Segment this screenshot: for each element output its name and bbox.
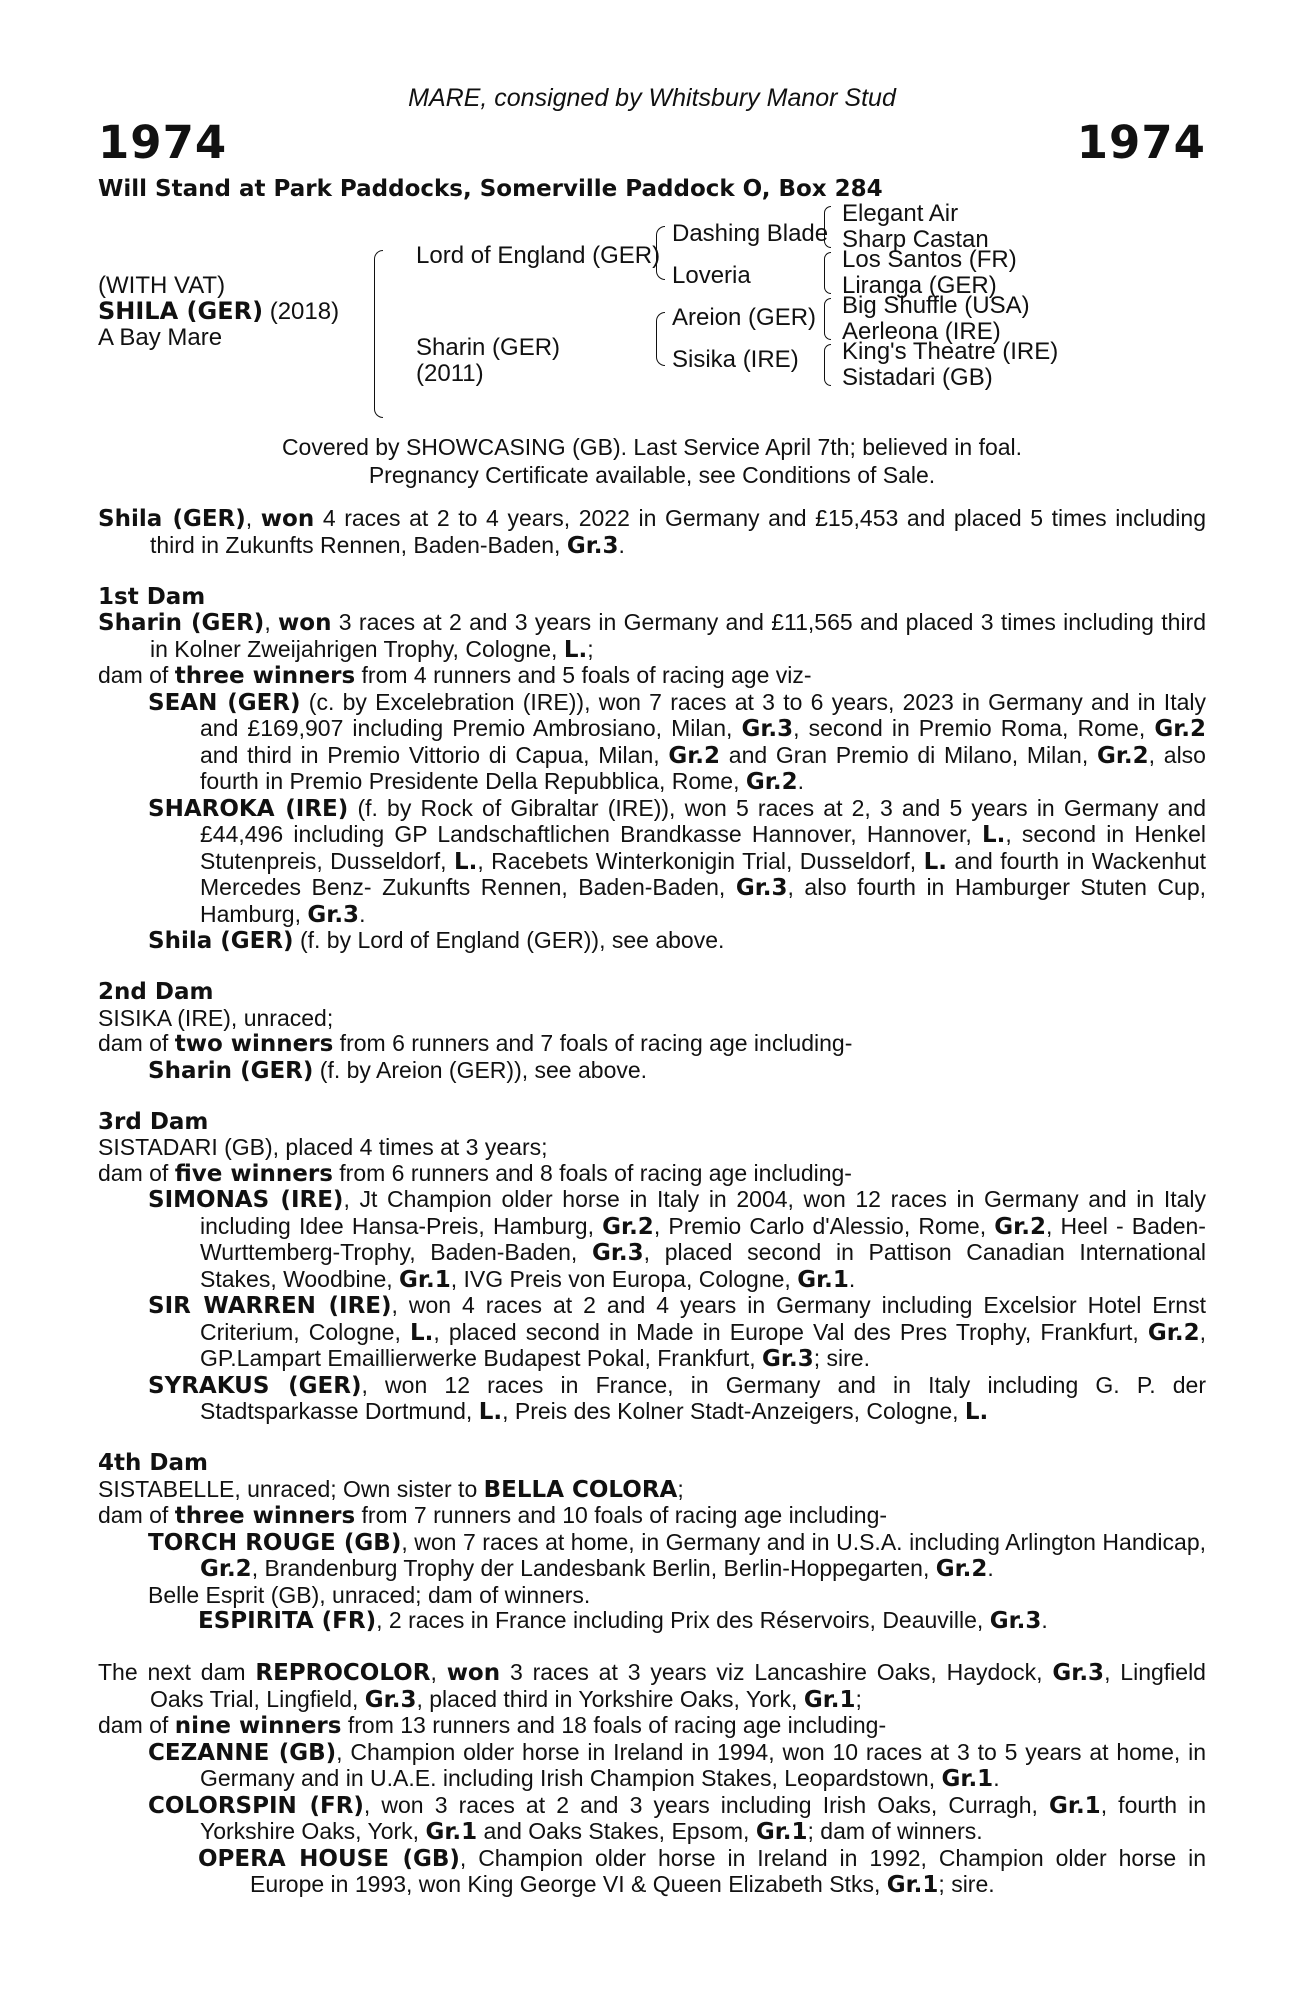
lot-number-left: 1974 xyxy=(98,116,228,169)
section-heading-2nd-dam: 2nd Dam xyxy=(98,979,214,1005)
horse-name: SHILA (GER) xyxy=(98,297,264,325)
produce-sir-warren: SIR WARREN (IRE), won 4 races at 2 and 4 years in Germany including Excelsior Hotel Ernst Criterium, Cologne, L., placed second in Made in Europe Val des Pres Trophy, Frankfurt, Gr.2, GP.Lampart Emaillierwerke Budapest Pokal, Frankfurt, Gr.3; sire. xyxy=(148,1292,1206,1372)
vat-note: (WITH VAT) xyxy=(98,272,226,299)
dam-3-produce: dam of five winners from 6 runners and 8 foals of racing age including- xyxy=(98,1159,852,1187)
grandsire-2: Los Santos (FR) xyxy=(842,246,1017,273)
dam-2-produce: dam of two winners from 6 runners and 7 foals of racing age including- xyxy=(98,1030,853,1057)
covered-line-1: Covered by SHOWCASING (GB). Last Service April 7th; believed in foal. xyxy=(281,434,1023,460)
granddam-3: Aerleona (IRE) xyxy=(842,318,1001,345)
produce-opera-house: OPERA HOUSE (GB), Champion older horse in Ireland in 1992, Champion older horse in Europe in 1993, won King George VI & Queen Elizabeth Stks, Gr.1; sire. xyxy=(198,1844,1206,1898)
produce-sean: SEAN (GER) (c. by Excelebration (IRE)), won 7 races at 3 to 6 years, 2023 in Germany and in Italy and £169,907 including Premio Ambrosiano, Milan, Gr.3, second in Premio Roma, Rome, Gr.2 and third in Premio Vittorio di Capua, Milan, Gr.2 and Gran Premio di Milano, Milan, Gr.2, also fourth in Premio Presidente Della Repubblica, Rome, Gr.2. xyxy=(148,688,1206,795)
produce-simonas: SIMONAS (IRE), Jt Champion older horse in Italy in 2004, won 12 races in Germany and in Italy including Idee Hansa-Preis, Hamburg, Gr.2, Premio Carlo d'Alessio, Rome, Gr.2, Heel - Baden-Wurttemberg-Trophy, Baden-Baden, Gr.3, placed second in Pattison Canadian International Stakes, Woodbine, Gr.1, IVG Preis von Europa, Cologne, Gr.1. xyxy=(148,1186,1207,1293)
sire-dam: Loveria xyxy=(672,262,751,289)
produce-sharin: Sharin (GER) (f. by Areion (GER)), see above. xyxy=(148,1056,648,1084)
pedigree-brace-dam xyxy=(656,312,665,366)
granddam-1: Sharp Castan xyxy=(842,226,989,253)
next-dam-record: The next dam REPROCOLOR, won 3 races at 3 years viz Lancashire Oaks, Haydock, Gr.3, Lingfield Oaks Trial, Lingfield, Gr.3, placed third in Yorkshire Oaks, York, Gr.1; xyxy=(98,1659,1206,1713)
dam-4-record: SISTABELLE, unraced; Own sister to BELLA COLORA; xyxy=(98,1475,684,1503)
section-heading-4th-dam: 4th Dam xyxy=(98,1450,208,1476)
pedigree-brace-sire xyxy=(656,226,665,280)
produce-torch-rouge: TORCH ROUGE (GB), won 7 races at home, in Germany and in U.S.A. including Arlington Handicap, Gr.2, Brandenburg Trophy der Landesbank Berlin, Berlin-Hoppegarten, Gr.2. xyxy=(148,1528,1206,1582)
next-dam-produce: dam of nine winners from 13 runners and 18 foals of racing age including- xyxy=(98,1712,887,1739)
covered-note xyxy=(98,434,1206,489)
dam-2-record: SISIKA (IRE), unraced; xyxy=(98,1004,334,1031)
horse-year: (2018) xyxy=(269,298,340,325)
pedigree-brace-main xyxy=(374,250,383,418)
produce-espirita: ESPIRITA (FR), 2 races in France including Prix des Réservoirs, Deauville, Gr.3. xyxy=(198,1607,1048,1634)
grandsire-3: Big Shuffle (USA) xyxy=(842,292,1030,319)
dam-3-record: SISTADARI (GB), placed 4 times at 3 years; xyxy=(98,1134,548,1160)
dam-dam: Sisika (IRE) xyxy=(672,346,799,373)
covered-line-2: Pregnancy Certificate available, see Conditions of Sale. xyxy=(368,461,936,488)
grandsire-1: Elegant Air xyxy=(842,200,959,227)
dam: Sharin (GER) xyxy=(416,334,561,361)
pedigree-brace-gd3 xyxy=(824,298,831,340)
dam-4-produce: dam of three winners from 7 runners and 10 foals of racing age including- xyxy=(98,1502,888,1529)
horse-name-line xyxy=(98,298,339,326)
produce-sharoka: SHAROKA (IRE) (f. by Rock of Gibraltar (IRE)), won 5 races at 2, 3 and 5 years in Germany and £44,496 including GP Landschaftlichen Brandkasse Hannover, Hannover, L., second in Henkel Stutenpreis, Dusseldorf, L., Racebets Winterkonigin Trial, Dusseldorf, L. and fourth in Wackenhut Mercedes Benz- Zukunfts Rennen, Baden-Baden, Gr.3, also fourth in Hamburger Stuten Cup, Hamburg, Gr.3. xyxy=(148,794,1207,928)
granddam-2: Liranga (GER) xyxy=(842,272,997,299)
section-heading-1st-dam: 1st Dam xyxy=(98,583,206,610)
sire-sire: Dashing Blade xyxy=(672,220,829,247)
consignment-line: MARE, consigned by Whitsbury Manor Stud xyxy=(408,84,896,112)
stable-location: Will Stand at Park Paddocks, Somerville Paddock O, Box 284 xyxy=(98,176,883,202)
produce-record xyxy=(98,506,1206,1899)
pedigree-brace-gd4 xyxy=(824,344,831,386)
lot-number-right: 1974 xyxy=(1076,116,1206,169)
grandsire-4: King's Theatre (IRE) xyxy=(842,338,1059,365)
pedigree-table xyxy=(98,202,1206,422)
dam-1-record: Sharin (GER), won 3 races at 2 and 3 years in Germany and £11,565 and placed 3 times including third in Kolner Zweijahrigen Trophy, Cologne, L.; xyxy=(98,609,1207,663)
sire: Lord of England (GER) xyxy=(416,242,661,269)
granddam-4: Sistadari (GB) xyxy=(842,364,993,391)
produce-shila: Shila (GER) (f. by Lord of England (GER)), see above. xyxy=(148,927,725,954)
produce-syrakus: SYRAKUS (GER), won 12 races in France, in Germany and in Italy including G. P. der Stadtsparkasse Dortmund, L., Preis des Kolner Stadt-Anzeigers, Cologne, L. xyxy=(148,1371,1206,1425)
section-heading-3rd-dam: 3rd Dam xyxy=(98,1108,209,1135)
produce-cezanne: CEZANNE (GB), Champion older horse in Ireland in 1994, won 10 races at 3 to 5 years at home, in Germany and in U.A.E. including Irish Champion Stakes, Leopardstown, Gr.1. xyxy=(148,1738,1207,1792)
pedigree-brace-gd2 xyxy=(824,252,831,294)
shila-record: Shila (GER), won 4 races at 2 to 4 years, 2022 in Germany and £15,453 and placed 5 times including third in Zukunfts Rennen, Baden-Baden, Gr.3. xyxy=(98,505,1206,559)
dam-year: (2011) xyxy=(416,360,484,387)
dam-sire: Areion (GER) xyxy=(672,304,817,331)
dam-1-produce: dam of three winners from 4 runners and 5 foals of racing age viz- xyxy=(98,662,812,689)
horse-description: A Bay Mare xyxy=(98,324,223,351)
produce-belle-esprit: Belle Esprit (GB), unraced; dam of winners. xyxy=(148,1581,591,1608)
pedigree-brace-gd1 xyxy=(824,206,831,248)
produce-colorspin: COLORSPIN (FR), won 3 races at 2 and 3 years including Irish Oaks, Curragh, Gr.1, fourth in Yorkshire Oaks, York, Gr.1 and Oaks Stakes, Epsom, Gr.1; dam of winners. xyxy=(148,1791,1206,1845)
